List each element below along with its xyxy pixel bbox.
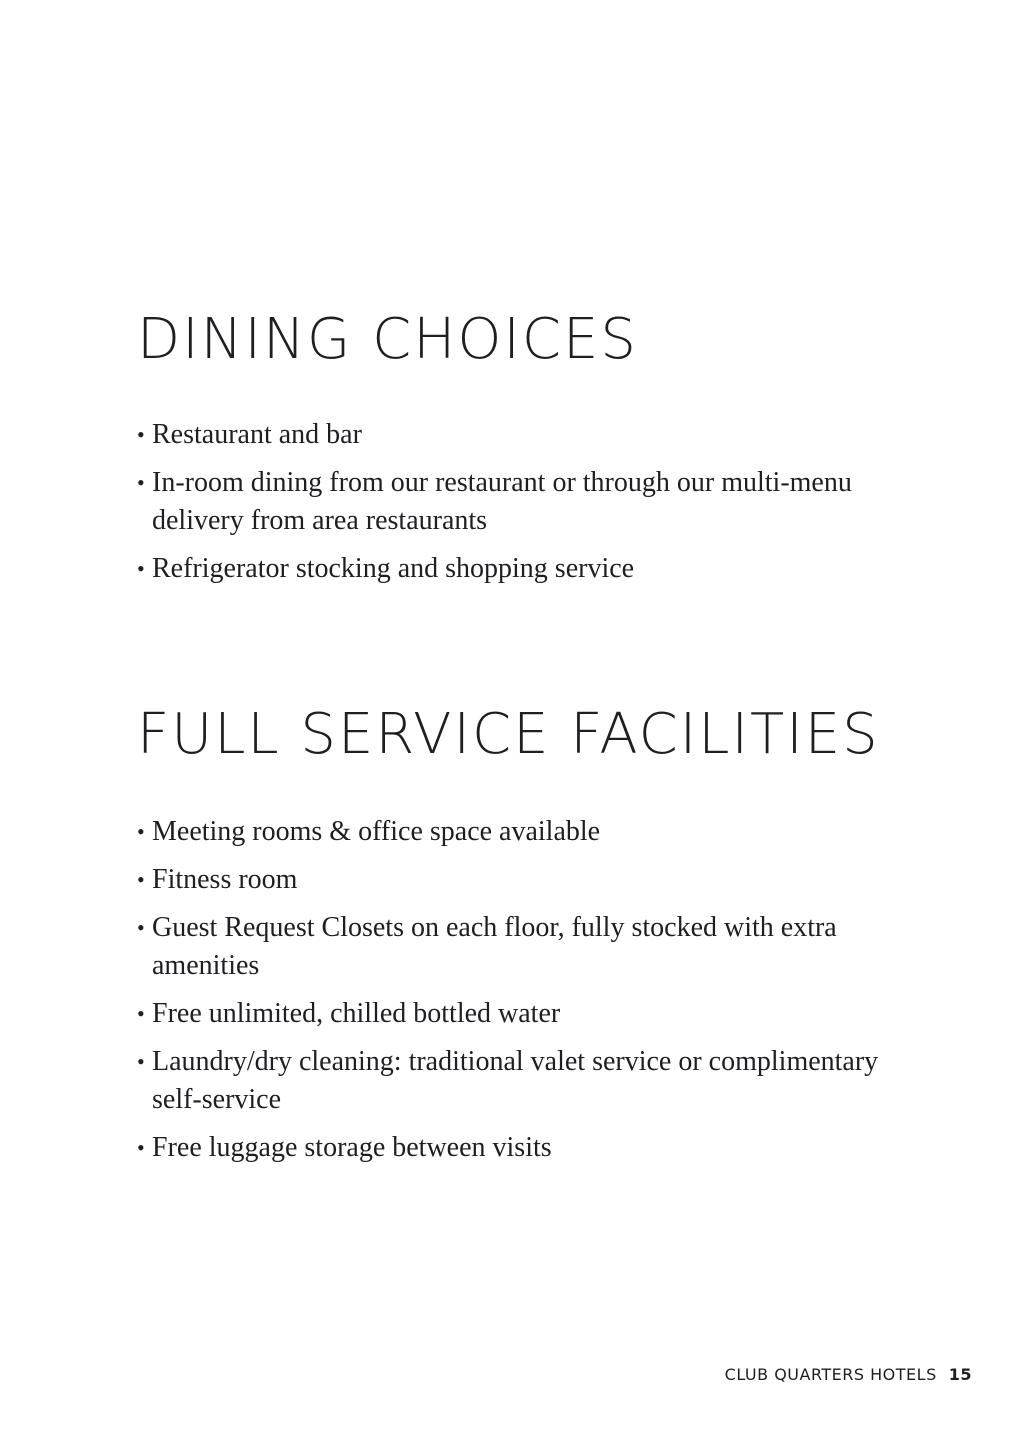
bullet-icon: • xyxy=(137,470,145,495)
bullet-icon: • xyxy=(137,1135,145,1160)
footer-brand: CLUB QUARTERS HOTELS xyxy=(724,1365,937,1384)
list-item: • Meeting rooms & office space available xyxy=(137,813,897,851)
list-item: • Restaurant and bar xyxy=(137,416,897,454)
full-service-facilities-heading: FULL SERVICE FACILITIES xyxy=(137,702,880,767)
dining-choices-section xyxy=(137,300,897,598)
dining-choices-list xyxy=(137,416,897,588)
bullet-icon: • xyxy=(137,422,145,447)
list-item: • Refrigerator stocking and shopping service xyxy=(137,550,897,588)
bullet-icon: • xyxy=(137,867,145,892)
full-service-facilities-section xyxy=(137,695,897,1177)
dining-choices-heading: DINING CHOICES xyxy=(137,307,638,372)
list-item: • Laundry/dry cleaning: traditional valet service or complimentary self-service xyxy=(137,1043,897,1119)
bullet-icon: • xyxy=(137,1049,145,1074)
list-item: • Free unlimited, chilled bottled water xyxy=(137,995,897,1033)
full-service-facilities-list xyxy=(137,813,897,1167)
list-item: • In-room dining from our restaurant or through our multi-menu delivery from area restaurants xyxy=(137,464,897,540)
list-item: • Fitness room xyxy=(137,861,897,899)
page-footer xyxy=(725,1365,972,1384)
list-item: • Free luggage storage between visits xyxy=(137,1129,897,1167)
bullet-icon: • xyxy=(137,915,145,940)
bullet-icon: • xyxy=(137,556,145,581)
bullet-icon: • xyxy=(137,1001,145,1026)
page-number: 15 xyxy=(948,1365,972,1384)
bullet-icon: • xyxy=(137,819,145,844)
list-item: • Guest Request Closets on each floor, fully stocked with extra amenities xyxy=(137,909,897,985)
